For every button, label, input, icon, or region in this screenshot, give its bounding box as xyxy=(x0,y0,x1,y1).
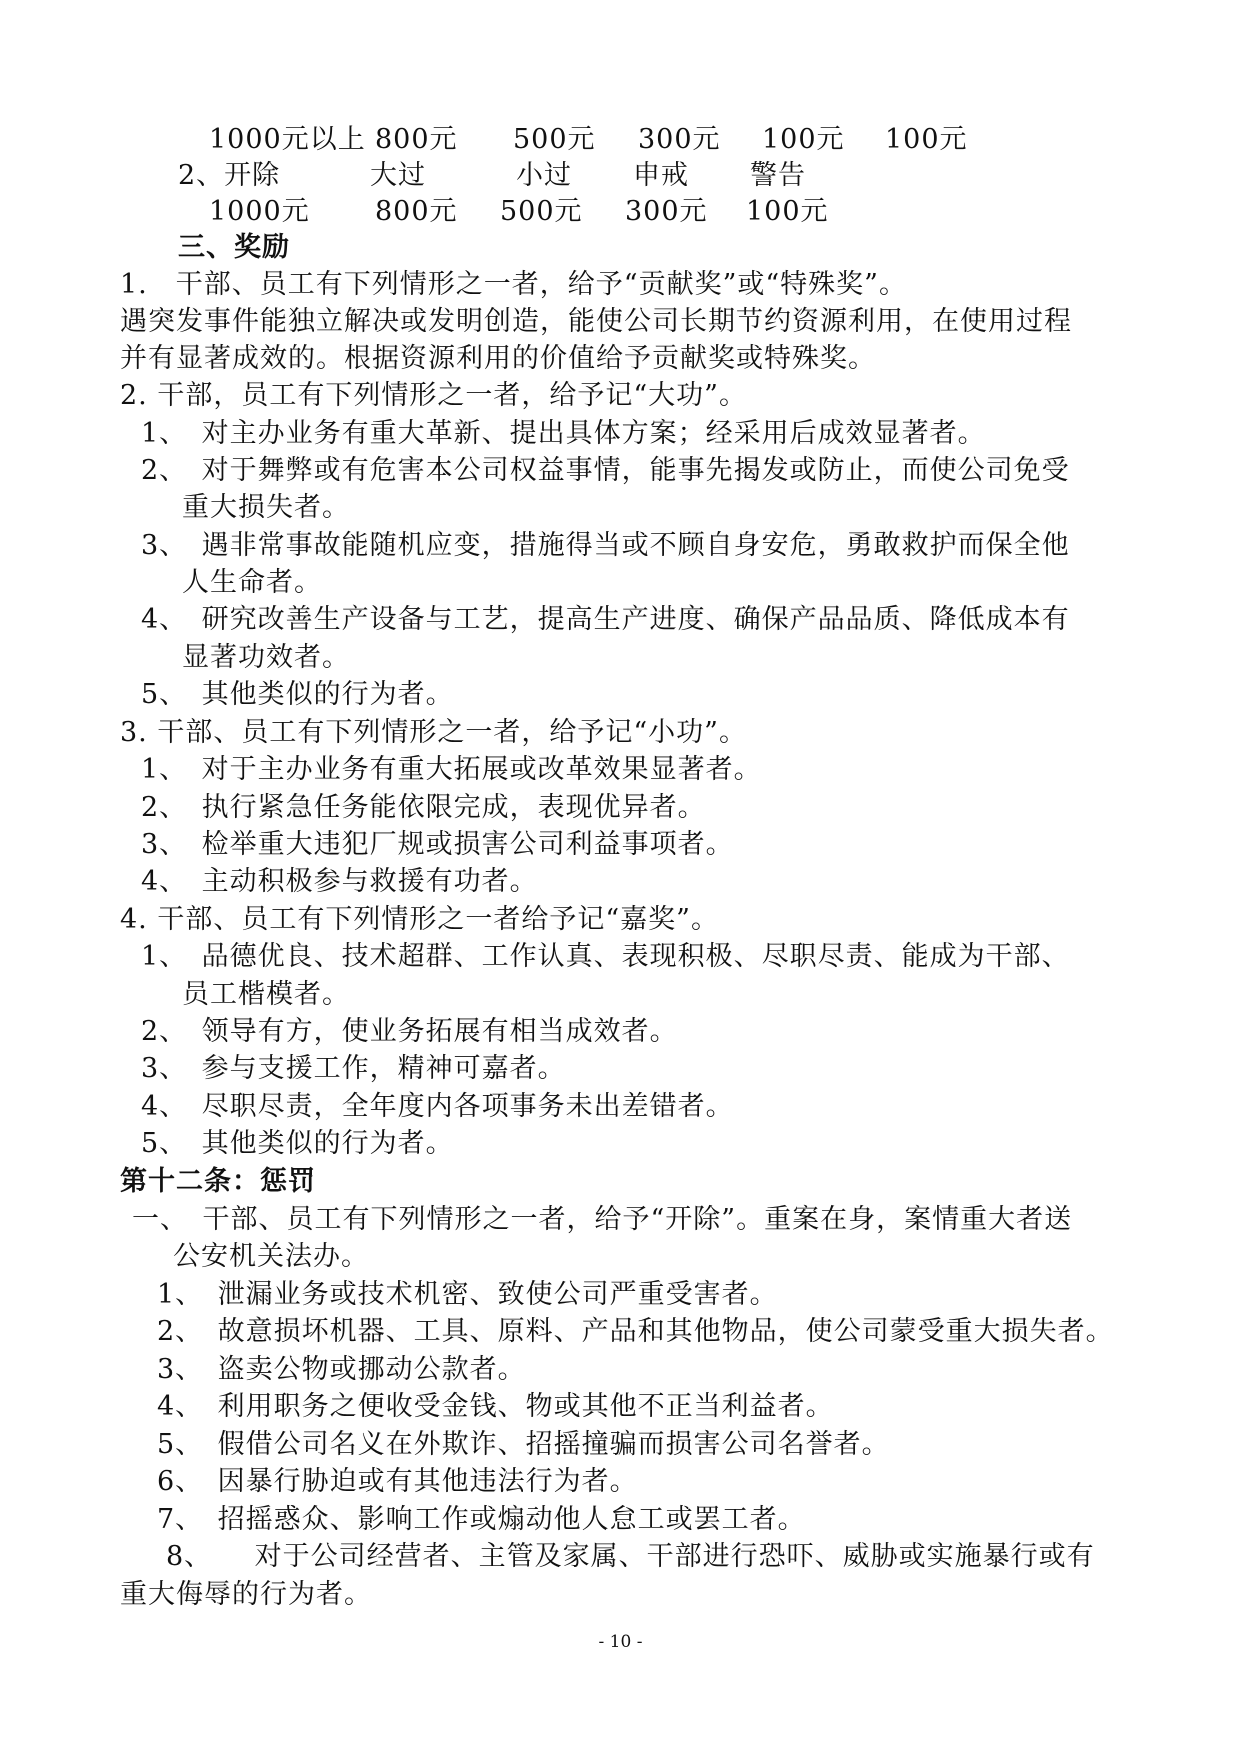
list-item: 3、 盗卖公物或挪动公款者。 xyxy=(157,1354,526,1385)
list-item: 3、 遇非常事故能随机应变，措施得当或不顾自身安危，勇敢救护而保全他 xyxy=(141,530,1070,561)
list-item: 3、 检举重大违犯厂规或损害公司利益事项者。 xyxy=(141,829,734,860)
fine-cell: 100元 xyxy=(746,196,829,227)
fine-cell: 500元 xyxy=(513,124,596,155)
list-item: 4、 研究改善生产设备与工艺，提高生产进度、确保产品品质、降低成本有 xyxy=(141,604,1070,635)
fine-cell: 大过 xyxy=(370,160,426,191)
list-item: 7、 招摇惑众、影响工作或煽动他人怠工或罢工者。 xyxy=(157,1504,806,1535)
list-item-continuation: 重大侮辱的行为者。 xyxy=(120,1579,372,1610)
fine-cell: 警告 xyxy=(750,160,806,191)
article-heading-penalties: 第十二条：惩罚 xyxy=(120,1166,316,1197)
paragraph-line: 3. 干部、员工有下列情形之一者，给予记“小功”。 xyxy=(120,717,747,748)
paragraph-line: 1. 干部、员工有下列情形之一者，给予“贡献奖”或“特殊奖”。 xyxy=(120,269,907,300)
list-item-continuation: 员工楷模者。 xyxy=(182,979,350,1010)
fine-cell: 100元 xyxy=(885,124,968,155)
list-item: 2、 故意损坏机器、工具、原料、产品和其他物品，使公司蒙受重大损失者。 xyxy=(157,1316,1114,1347)
list-item: 5、 假借公司名义在外欺诈、招摇撞骗而损害公司名誉者。 xyxy=(157,1429,890,1460)
list-item-continuation: 人生命者。 xyxy=(182,567,322,598)
fine-cell: 2、开除 xyxy=(178,160,281,191)
fine-cell: 1000元 xyxy=(209,196,310,227)
list-item: 1、 品德优良、技术超群、工作认真、表现积极、尽职尽责、能成为干部、 xyxy=(141,941,1070,972)
paragraph-line: 4. 干部、员工有下列情形之一者给予记“嘉奖”。 xyxy=(120,904,719,935)
list-item-continuation: 显著功效者。 xyxy=(182,642,350,673)
list-item: 5、 其他类似的行为者。 xyxy=(141,679,454,710)
list-item: 4、 尽职尽责，全年度内各项事务未出差错者。 xyxy=(141,1091,734,1122)
paragraph-line: 2. 干部，员工有下列情形之一者，给予记“大功”。 xyxy=(120,380,747,411)
fine-cell: 300元 xyxy=(625,196,708,227)
list-item-continuation: 重大损失者。 xyxy=(182,492,350,523)
list-item: 1、 对主办业务有重大革新、提出具体方案；经采用后成效显著者。 xyxy=(141,418,986,449)
list-item: 4、 利用职务之便收受金钱、物或其他不正当利益者。 xyxy=(157,1391,834,1422)
fine-cell: 100元 xyxy=(762,124,845,155)
list-item: 6、 因暴行胁迫或有其他违法行为者。 xyxy=(157,1466,638,1497)
list-item: 1、 泄漏业务或技术机密、致使公司严重受害者。 xyxy=(157,1279,778,1310)
page-number: - 10 - xyxy=(598,1632,643,1652)
list-item: 4、 主动积极参与救援有功者。 xyxy=(141,866,538,897)
list-item: 2、 执行紧急任务能依限完成，表现优异者。 xyxy=(141,792,706,823)
fine-cell: 500元 xyxy=(500,196,583,227)
fine-cell: 800元 xyxy=(375,124,458,155)
list-item: 一、 干部、员工有下列情形之一者，给予“开除”。重案在身，案情重大者送 xyxy=(132,1204,1073,1235)
paragraph-line: 遇突发事件能独立解决或发明创造，能使公司长期节约资源利用，在使用过程 xyxy=(120,306,1072,337)
list-item: 8、 对于公司经营者、主管及家属、干部进行恐吓、威胁或实施暴行或有 xyxy=(166,1541,1095,1572)
list-item-continuation: 公安机关法办。 xyxy=(173,1241,369,1272)
fine-cell: 申戒 xyxy=(633,160,689,191)
fine-cell: 1000元以上 xyxy=(209,124,366,155)
section-heading-rewards: 三、奖励 xyxy=(178,232,290,263)
list-item: 2、 领导有方，使业务拓展有相当成效者。 xyxy=(141,1016,678,1047)
fine-cell: 800元 xyxy=(375,196,458,227)
list-item: 5、 其他类似的行为者。 xyxy=(141,1128,454,1159)
list-item: 1、 对于主办业务有重大拓展或改革效果显著者。 xyxy=(141,754,762,785)
fine-cell: 300元 xyxy=(638,124,721,155)
paragraph-line: 并有显著成效的。根据资源利用的价值给予贡献奖或特殊奖。 xyxy=(120,343,876,374)
fine-cell: 小过 xyxy=(516,160,572,191)
list-item: 3、 参与支援工作，精神可嘉者。 xyxy=(141,1053,566,1084)
list-item: 2、 对于舞弊或有危害本公司权益事情，能事先揭发或防止，而使公司免受 xyxy=(141,455,1070,486)
